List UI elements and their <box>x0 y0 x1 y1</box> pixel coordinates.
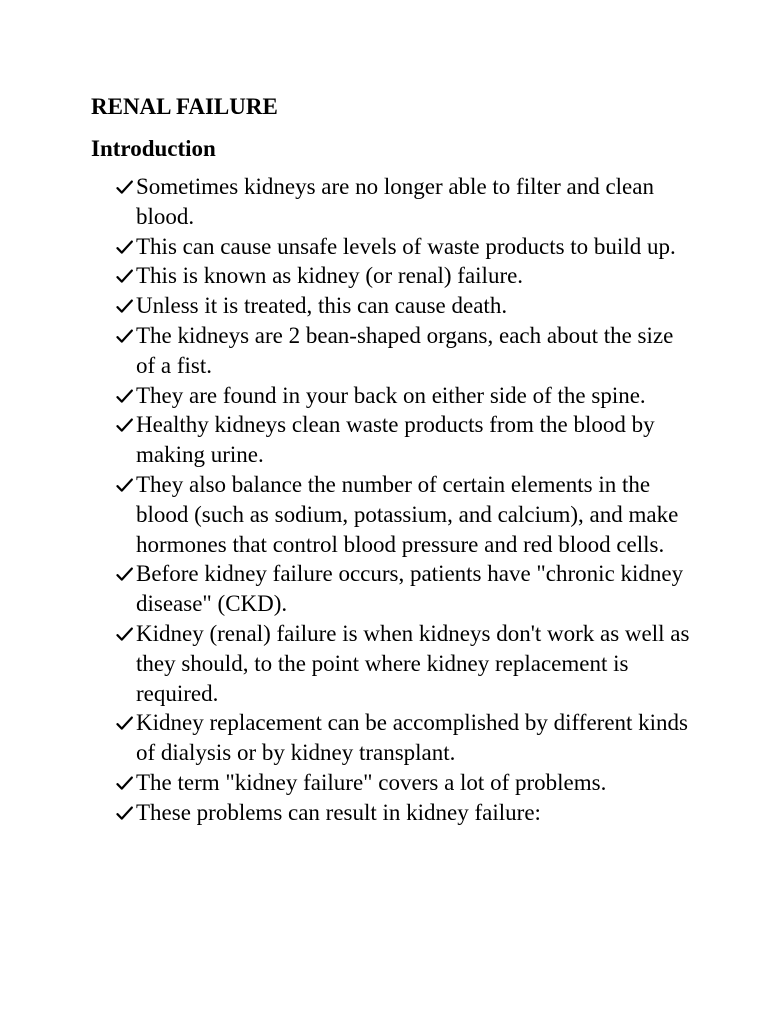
list-item <box>115 172 691 232</box>
list-item <box>115 708 691 768</box>
list-item <box>115 261 691 291</box>
list-item-text: Sometimes kidneys are no longer able to filter and clean blood. <box>136 174 654 229</box>
list-item <box>115 321 691 381</box>
list-item-text: Kidney replacement can be accomplished by different kinds of dialysis or by kidney transplant. <box>136 710 689 766</box>
list-item <box>115 410 691 470</box>
check-mark-icon <box>115 708 136 738</box>
list-item-text: Kidney (renal) failure is when kidneys don't work as well as they should, to the point where kidney replacement is required. <box>136 620 690 706</box>
list-item-text: They are found in your back on either side of the spine. <box>136 382 646 408</box>
list-item <box>115 559 691 619</box>
list-item <box>115 291 691 321</box>
list-item-text: The term "kidney failure" covers a lot of problems. <box>136 769 607 795</box>
list-item-text: Healthy kidneys clean waste products from the blood by making urine. <box>136 412 655 468</box>
list-item <box>115 798 691 828</box>
document-title: RENAL FAILURE <box>91 94 278 119</box>
check-mark-icon <box>115 768 136 798</box>
check-mark-icon <box>115 410 136 440</box>
check-mark-icon <box>115 559 136 589</box>
section-heading: Introduction <box>91 136 216 161</box>
bullet-list <box>91 172 691 828</box>
list-item <box>115 470 691 559</box>
check-mark-icon <box>115 261 136 291</box>
list-item-text: Unless it is treated, this can cause death. <box>136 293 508 319</box>
list-item-text: This is known as kidney (or renal) failure. <box>136 263 524 289</box>
check-mark-icon <box>115 381 136 411</box>
list-item-text: These problems can result in kidney failure: <box>136 799 541 825</box>
check-mark-icon <box>115 470 136 500</box>
list-item-text: The kidneys are 2 bean-shaped organs, each about the size of a fist. <box>136 322 674 378</box>
check-mark-icon <box>115 172 136 202</box>
check-mark-icon <box>115 321 136 351</box>
list-item <box>115 232 691 262</box>
list-item <box>115 381 691 411</box>
check-mark-icon <box>115 798 136 828</box>
check-mark-icon <box>115 619 136 649</box>
check-mark-icon <box>115 232 136 262</box>
check-mark-icon <box>115 291 136 321</box>
list-item <box>115 768 691 798</box>
list-item <box>115 619 691 708</box>
list-item-text: They also balance the number of certain elements in the blood (such as sodium, potassium, and calcium), and make hormones that control blood pressure and red blood cells. <box>136 471 679 557</box>
list-item-text: Before kidney failure occurs, patients have "chronic kidney disease" (CKD). <box>136 561 684 617</box>
list-item-text: This can cause unsafe levels of waste products to build up. <box>136 233 676 259</box>
